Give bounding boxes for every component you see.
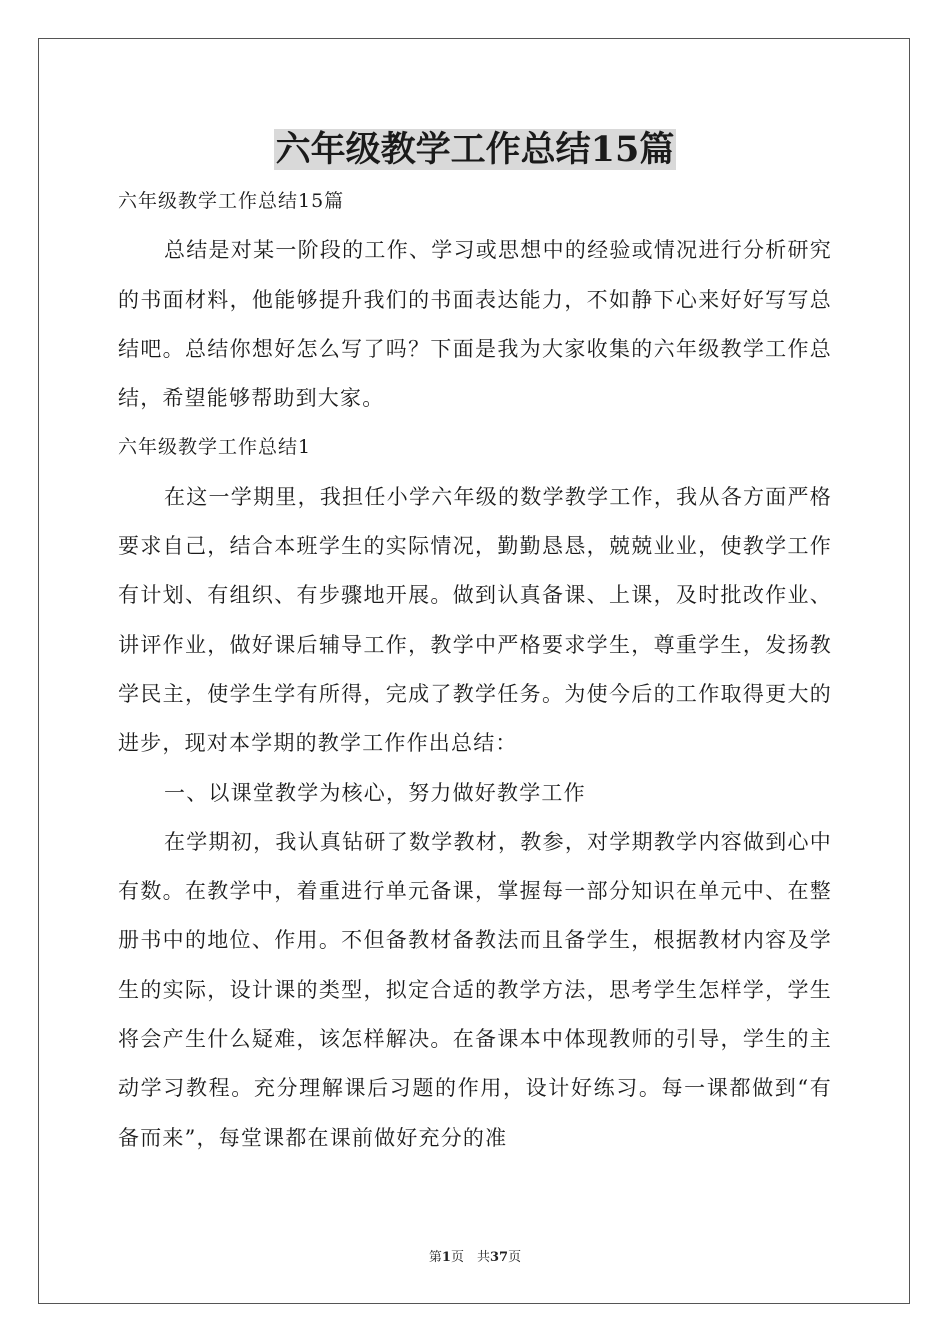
document-body bbox=[118, 177, 832, 1163]
footer-suffix: 页 bbox=[508, 1250, 522, 1265]
section-heading: 六年级教学工作总结1 bbox=[118, 436, 312, 459]
title-text: 六年级教学工作总结15篇 bbox=[275, 129, 675, 170]
body-paragraph: 在学期初，我认真钻研了数学教材，教参，对学期教学内容做到心中有数。在教学中，着重进行单元备课，掌握每一部分知识在单元中、在整册书中的地位、作用。不但备教材备教法而且备学生，根据教材内容及学生的实际，设计课的类型，拟定合适的教学方法，思考学生怎样学，学生将会产生什么疑难，该怎样解决。在备课本中体现教师的引导，学生的主动学习教程。充分理解课后习题的作用，设计好练习。每一课都做到“有备而来”，每堂课都在课前做好充分的准 bbox=[118, 829, 832, 1150]
intro-paragraph: 总结是对某一阶段的工作、学习或思想中的经验或情况进行分析研究的书面材料，他能够提升我们的书面表达能力，不如静下心来好好写写总结吧。总结你想好怎么写了吗？下面是我为大家收集的六年级教学工作总结，希望能够帮助到大家。 bbox=[118, 238, 832, 411]
footer-prefix: 第 bbox=[428, 1250, 442, 1265]
page-footer bbox=[0, 1246, 950, 1265]
current-page-number: 1 bbox=[441, 1250, 451, 1265]
footer-middle: 页 共 bbox=[450, 1250, 490, 1265]
body-paragraph: 在这一学期里，我担任小学六年级的数学教学工作，我从各方面严格要求自己，结合本班学生的实际情况，勤勤恳恳，兢兢业业，使教学工作有计划、有组织、有步骤地开展。做到认真备课、上课，及时批改作业、讲评作业，做好课后辅导工作，教学中严格要求学生，尊重学生，发扬教学民主，使学生学有所得，完成了教学任务。为使今后的工作取得更大的进步，现对本学期的教学工作作出总结： bbox=[118, 484, 832, 756]
document-title bbox=[0, 126, 950, 174]
subsection-heading: 一、以课堂教学为核心，努力做好教学工作 bbox=[164, 780, 586, 805]
total-page-count: 37 bbox=[489, 1250, 509, 1265]
subtitle-line: 六年级教学工作总结15篇 bbox=[118, 190, 345, 212]
